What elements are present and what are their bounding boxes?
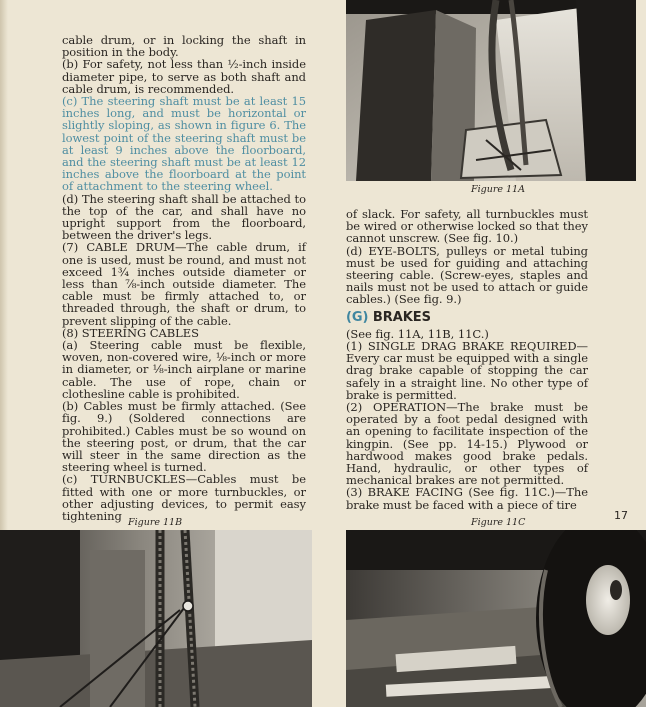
paragraph-highlighted: (c) The steering shaft must be at least 15 inches long, and must be horizontal or slightly sloping, as shown in figure 6. The lowest point of the steering shaft must be at least 9 inches above the floorboard, and the steering shaft must be at least 12 inches above the floorboard at the point of attachment to the steering wheel.	[62, 94, 306, 194]
paragraph: (d) The steering shaft shall be attached to the top of the car, and shall have no upright support from the floorboard, between the driver's legs.	[62, 191, 306, 243]
right-text-column	[346, 208, 588, 511]
section-title: BRAKES	[372, 309, 431, 325]
left-text-column	[62, 34, 306, 522]
paragraph: (b) For safety, not less than ½-inch inside diameter pipe, to serve as both shaft and cable drum, is recommended.	[62, 57, 306, 96]
figure-11c-photo	[346, 530, 646, 707]
figure-11b-caption: Figure 11B	[128, 517, 183, 528]
paragraph: (a) Steering cable must be flexible, woven, non-covered wire, ⅛-inch or more in diameter, or ⅛-inch airplane or marine cable. The use of rope, chain or clothesline cable is prohibited.	[62, 338, 306, 401]
figure-11a-caption: Figure 11A	[471, 184, 525, 195]
paragraph: (7) CABLE DRUM—The cable drum, if one is used, must be round, and must not exceed 1¾ inches outside diameter or less than ⅞-inch outside diameter. The cable must be firmly attached to, or threaded through, the shaft or drum, to prevent slipping of the cable.	[62, 240, 306, 328]
paragraph: (2) OPERATION—The brake must be operated by a foot pedal designed with an opening to facilitate inspection of the kingpin. (See pp. 14-15.) Plywood or hardwood makes good brake pedals. Hand, hydraulic, or other types of mechanical brakes are not permitted.	[346, 400, 588, 488]
page-number: 17	[614, 509, 628, 522]
section-heading-brakes	[346, 309, 588, 325]
paragraph: of slack. For safety, all turnbuckles must be wired or otherwise locked so that they cannot unscrew. (See fig. 10.)	[346, 207, 588, 246]
figure-11b-photo	[0, 530, 312, 707]
figure-11c-caption: Figure 11C	[471, 517, 526, 528]
paragraph: cable drum, or in locking the shaft in position in the body.	[62, 33, 306, 60]
paragraph: (3) BRAKE FACING (See fig. 11C.)—The brake must be faced with a piece of tire	[346, 485, 588, 512]
section-label: (G)	[346, 309, 369, 325]
paragraph: (1) SINGLE DRAG BRAKE REQUIRED—Every car must be equipped with a single drag brake capable of stopping the car safely in a straight line. No other type of brake is permitted.	[346, 339, 588, 402]
paragraph: (See fig. 11A, 11B, 11C.)	[346, 326, 489, 341]
paragraph: (8) STEERING CABLES	[62, 325, 199, 340]
figure-11a-photo	[346, 0, 636, 181]
paragraph: (d) EYE-BOLTS, pulleys or metal tubing must be used for guiding and attaching steering cable. (Screw-eyes, staples and nails must not be used to attach or guide cables.) (See fig. 9.)	[346, 243, 588, 307]
paragraph: (b) Cables must be firmly attached. (See fig. 9.) (Soldered connections are prohibited.) Cables must be so wound on the steering post, or drum, that the car will steer in the same direction as the steering wheel is turned.	[62, 399, 306, 475]
paragraph: (c) TURNBUCKLES—Cables must be fitted with one or more turnbuckles, or other adjusting devices, to permit easy tightening	[62, 472, 306, 523]
